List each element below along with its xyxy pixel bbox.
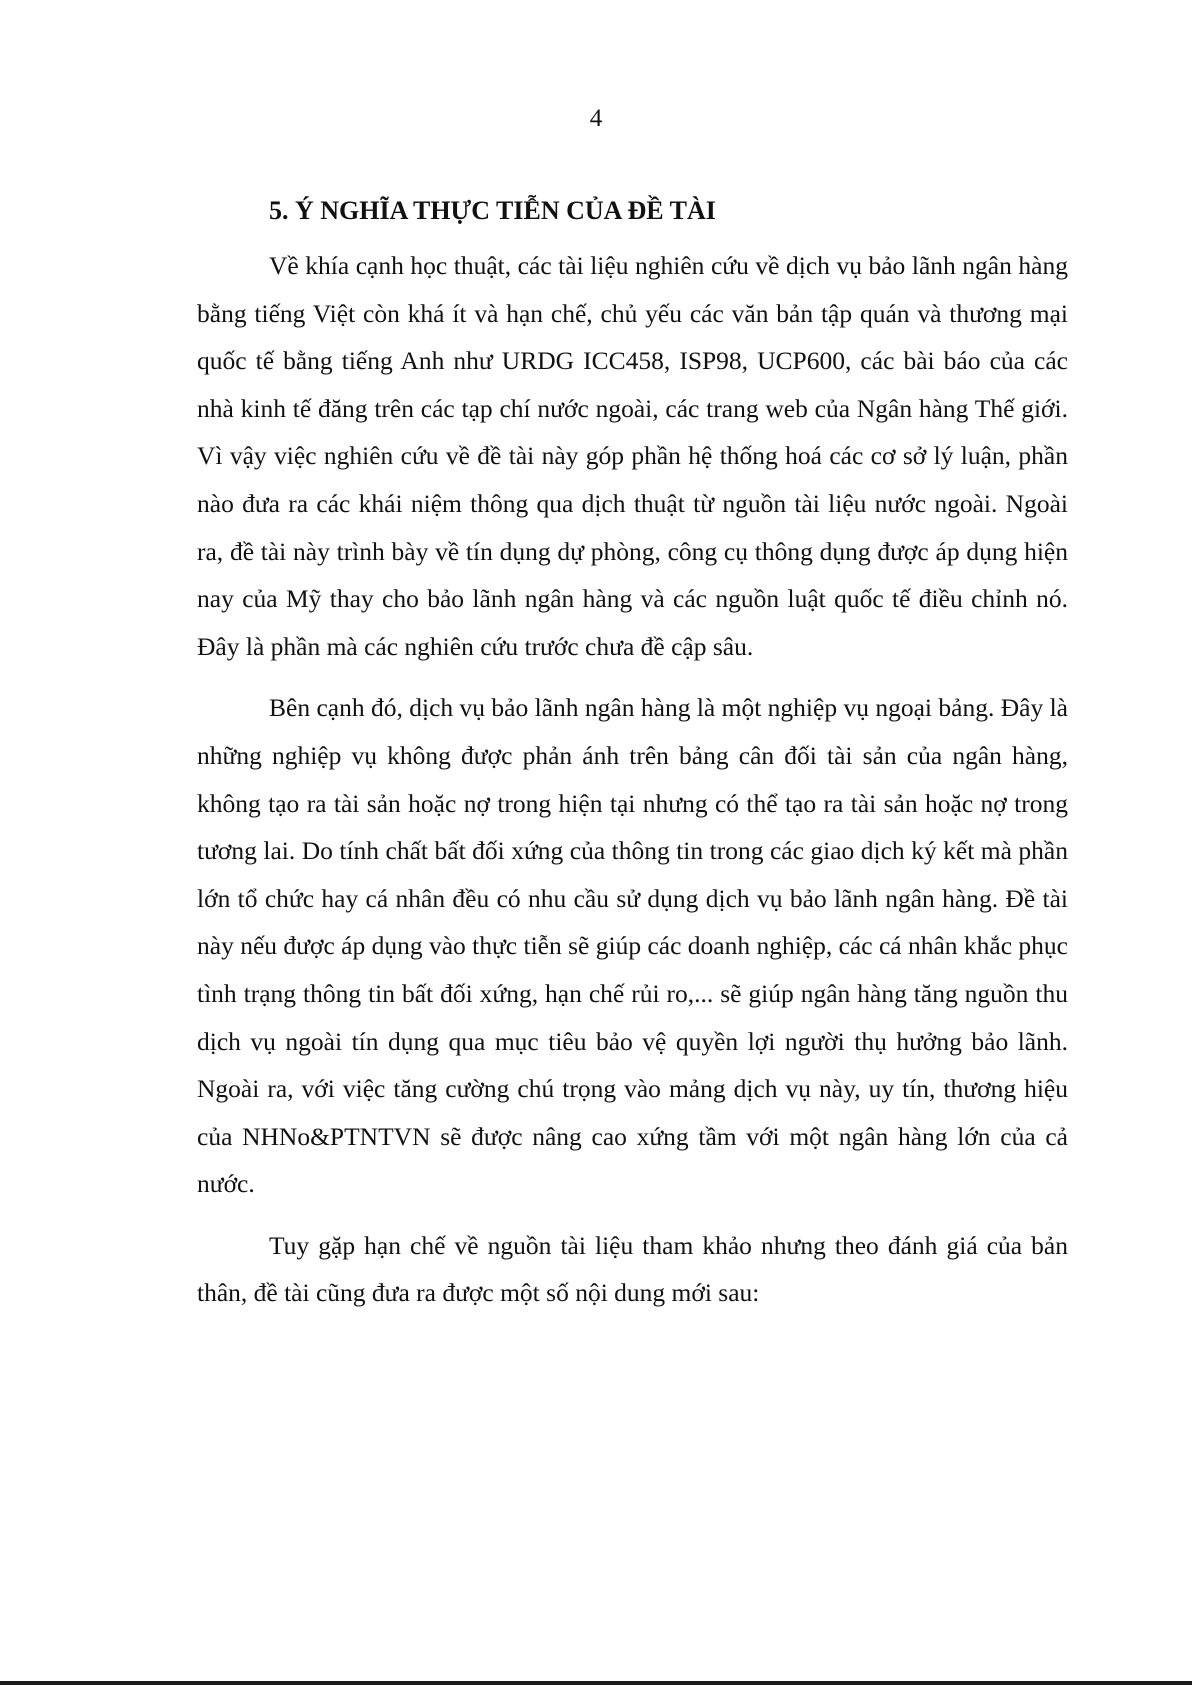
paragraph-academic-significance: Về khía cạnh học thuật, các tài liệu nghiên cứu về dịch vụ bảo lãnh ngân hàng bằng tiếng Việt còn khá ít và hạn chế, chủ yếu các văn bản tập quán và thương mại quốc tế bằng tiếng Anh như URDG ICC458, ISP98, UCP600, các bài báo của các nhà kinh tế đăng trên các tạp chí nước ngoài, các trang web của Ngân hàng Thế giới. Vì vậy việc nghiên cứu về đề tài này góp phần hệ thống hoá các cơ sở lý luận, phần nào đưa ra các khái niệm thông qua dịch thuật từ nguồn tài liệu nước ngoài. Ngoài ra, đề tài này trình bày về tín dụng dự phòng, công cụ thông dụng được áp dụng hiện nay của Mỹ thay cho bảo lãnh ngân hàng và các nguồn luật quốc tế điều chỉnh nó. Đây là phần mà các nghiên cứu trước chưa đề cập sâu. xyxy=(197,251,1068,661)
page-number: 4 xyxy=(589,105,603,132)
page-bottom-border xyxy=(0,1681,1192,1685)
paragraph-new-contributions: Tuy gặp hạn chế về nguồn tài liệu tham khảo nhưng theo đánh giá của bản thân, đề tài cũng đưa ra được một số nội dung mới sau: xyxy=(197,1230,1068,1308)
paragraph-practical-significance: Bên cạnh đó, dịch vụ bảo lãnh ngân hàng là một nghiệp vụ ngoại bảng. Đây là những nghiệp vụ không được phản ánh trên bảng cân đối tài sản của ngân hàng, không tạo ra tài sản hoặc nợ trong hiện tại nhưng có thể tạo ra tài sản hoặc nợ trong tương lai. Do tính chất bất đối xứng của thông tin trong các giao dịch ký kết mà phần lớn tổ chức hay cá nhân đều có nhu cầu sử dụng dịch vụ bảo lãnh ngân hàng. Đề tài này nếu được áp dụng vào thực tiễn sẽ giúp các doanh nghiệp, các cá nhân khắc phục tình trạng thông tin bất đối xứng, hạn chế rủi ro,... sẽ giúp ngân hàng tăng nguồn thu dịch vụ ngoài tín dụng qua mục tiêu bảo vệ quyền lợi người thụ hưởng bảo lãnh. Ngoài ra, với việc tăng cường chú trọng vào mảng dịch vụ này, uy tín, thương hiệu của NHNo&PTNTVN sẽ được nâng cao xứng tầm với một ngân hàng lớn của cả nước. xyxy=(197,693,1068,1199)
section-heading: 5. Ý NGHĨA THỰC TIỄN CỦA ĐỀ TÀI xyxy=(269,196,716,225)
document-body xyxy=(197,196,1068,1317)
